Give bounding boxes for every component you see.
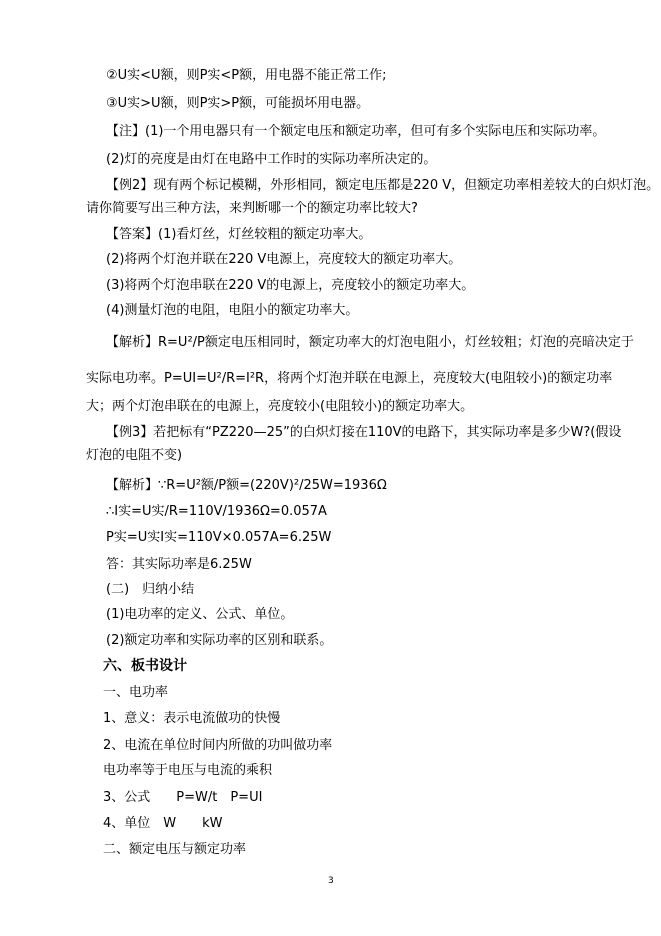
formula-line: ∴I实=U实/R=110V/1936Ω=0.057A <box>106 504 327 519</box>
note-line: 【注】(1)一个用电器只有一个额定电压和额定功率，但可有多个实际电压和实际功率。 <box>106 124 606 139</box>
text-line: 灯泡的电阻不变) <box>86 448 183 463</box>
text-line: 请你简要写出三种方法，来判断哪一个的额定功率比较大? <box>86 201 418 216</box>
text-line: (2)灯的亮度是由灯在电路中工作时的实际功率所决定的。 <box>106 152 437 167</box>
text-line: ③U实>U额，则P实>P额，可能损坏用电器。 <box>106 96 370 111</box>
analysis-line: 【解析】∵R=U²额/P额=(220V)²/25W=1936Ω <box>106 478 387 493</box>
answer-line: 【答案】(1)看灯丝，灯丝较粗的额定功率大。 <box>106 227 372 242</box>
board-line: 二、额定电压与额定功率 <box>103 842 247 857</box>
example-3-question: 【例3】若把标有“PZ220—25”的白炽灯接在110V的电路下，其实际功率是多少W?(假设 <box>106 425 622 440</box>
text-line: 答：其实际功率是6.25W <box>106 557 252 572</box>
text-line: (2)将两个灯泡并联在220 V电源上，亮度较大的额定功率大。 <box>106 252 462 267</box>
subsection-title: (二) 归纳小结 <box>106 582 195 597</box>
text-line: 实际电功率。P=UI=U²/R=I²R，将两个灯泡并联在电源上，亮度较大(电阻较小)的额定功率 <box>86 371 613 386</box>
formula-line: P实=U实I实=110V×0.057A=6.25W <box>106 530 332 545</box>
text-line: 大；两个灯泡串联在的电源上，亮度较小(电阻较小)的额定功率大。 <box>86 399 474 414</box>
text-line: (3)将两个灯泡串联在220 V的电源上，亮度较小的额定功率大。 <box>106 278 475 293</box>
board-line: 电功率等于电压与电流的乘积 <box>103 763 273 778</box>
board-line: 4、单位 W kW <box>103 816 223 831</box>
board-line: 2、电流在单位时间内所做的功叫做功率 <box>103 738 333 753</box>
board-line: 3、公式 P=W/t P=UI <box>103 790 263 805</box>
text-line: (4)测量灯泡的电阻，电阻小的额定功率大。 <box>106 303 359 318</box>
text-line: ②U实<U额，则P实<P额，用电器不能正常工作; <box>106 68 387 83</box>
section-heading: 六、板书设计 <box>103 658 187 674</box>
page-number: 3 <box>328 876 334 886</box>
board-line: 一、电功率 <box>103 685 169 700</box>
text-line: (2)额定功率和实际功率的区别和联系。 <box>106 633 333 648</box>
board-line: 1、意义：表示电流做功的快慢 <box>103 711 281 726</box>
example-2-question: 【例2】现有两个标记模糊，外形相同，额定电压都是220 V，但额定功率相差较大的白炽灯泡。 <box>106 178 660 193</box>
text-line: (1)电功率的定义、公式、单位。 <box>106 607 294 622</box>
analysis-line: 【解析】R=U²/P额定电压相同时，额定功率大的灯泡电阻小，灯丝较粗；灯泡的亮暗决定于 <box>106 335 634 350</box>
